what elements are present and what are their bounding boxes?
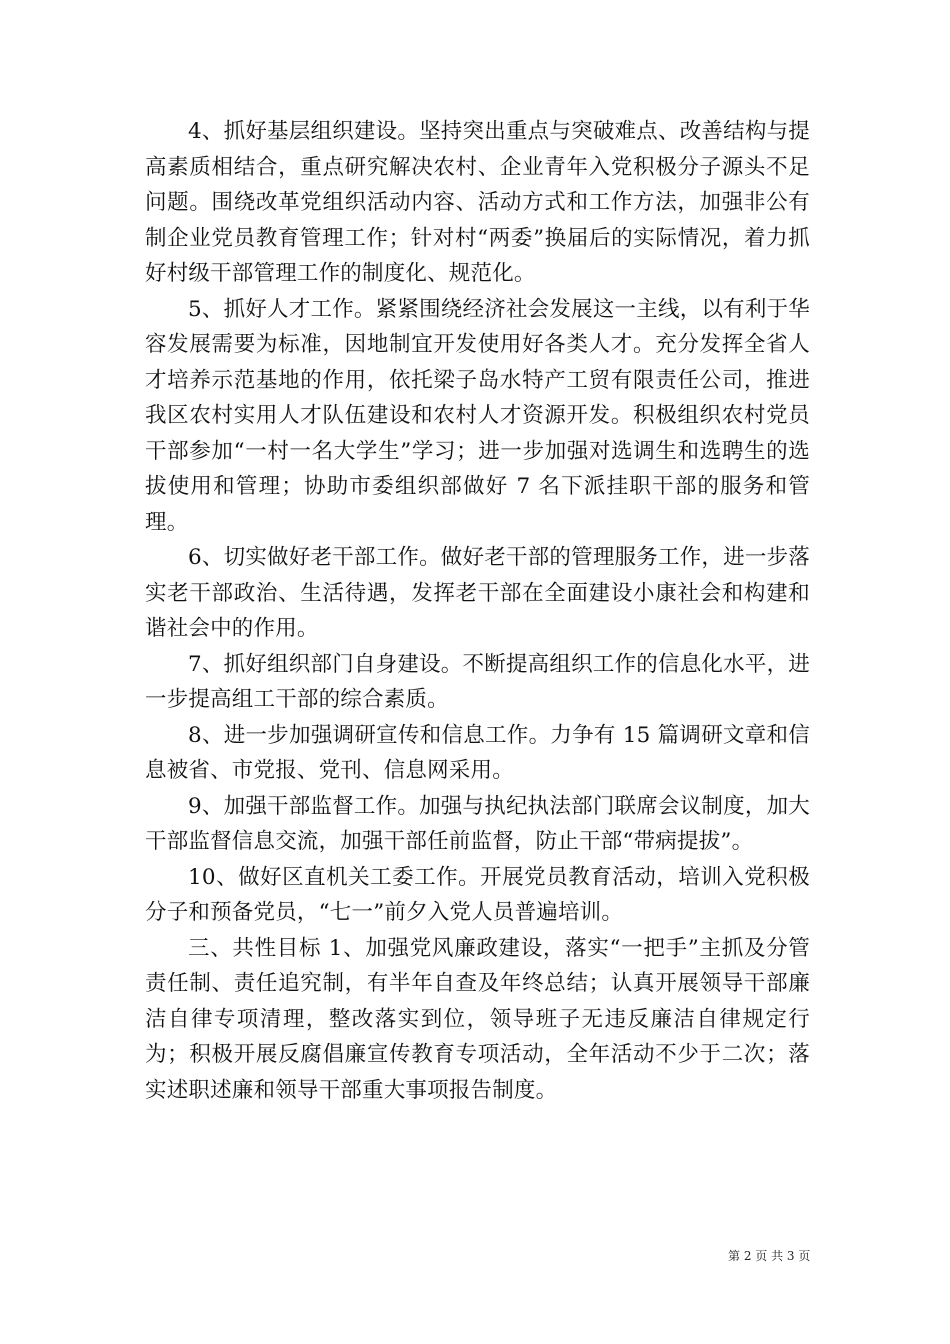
- page-number-footer: 第 2 页 共 3 页: [728, 1249, 811, 1263]
- paragraph-item-5: 5、抓好人才工作。紧紧围绕经济社会发展这一主线，以有利于华容发展需要为标准，因地制宜开发使用好各类人才。充分发挥全省人才培养示范基地的作用，依托梁子岛水特产工贸有限责任公司，推进我区农村实用人才队伍建设和农村人才资源开发。积极组织农村党员干部参加“一村一名大学生”学习；进一步加强对选调生和选聘生的选拔使用和管理；协助市委组织部做好 7 名下派挂职干部的服务和管理。: [145, 296, 810, 535]
- paragraph-item-4: 4、抓好基层组织建设。坚持突出重点与突破难点、改善结构与提高素质相结合，重点研究解决农村、企业青年入党积极分子源头不足问题。围绕改革党组织活动内容、活动方式和工作方法，加强非公有制企业党员教育管理工作；针对村“两委”换届后的实际情况，着力抓好村级干部管理工作的制度化、规范化。: [145, 119, 810, 286]
- paragraph-item-9: 9、加强干部监督工作。加强与执纪执法部门联席会议制度，加大干部监督信息交流，加强干部任前监督，防止干部“带病提拔”。: [145, 793, 810, 854]
- paragraph-item-6: 6、切实做好老干部工作。做好老干部的管理服务工作，进一步落实老干部政治、生活待遇，发挥老干部在全面建设小康社会和构建和谐社会中的作用。: [145, 545, 810, 641]
- paragraph-common-goals: 三、共性目标 1、加强党风廉政建设，落实“一把手”主抓及分管责任制、责任追究制，有半年自查及年终总结；认真开展领导干部廉洁自律专项清理，整改落实到位，领导班子无违反廉洁自律规定行为；积极开展反腐倡廉宣传教育专项活动，全年活动不少于二次；落实述职述廉和领导干部重大事项报告制度。: [145, 935, 810, 1103]
- paragraph-item-8: 8、进一步加强调研宣传和信息工作。力争有 15 篇调研文章和信息被省、市党报、党刊、信息网采用。: [145, 722, 810, 783]
- paragraph-item-7: 7、抓好组织部门自身建设。不断提高组织工作的信息化水平，进一步提高组工干部的综合素质。: [145, 651, 810, 712]
- document-body: [145, 114, 810, 1108]
- paragraph-item-10: 10、做好区直机关工委工作。开展党员教育活动，培训入党积极分子和预备党员，“七一”前夕入党人员普遍培训。: [145, 864, 810, 925]
